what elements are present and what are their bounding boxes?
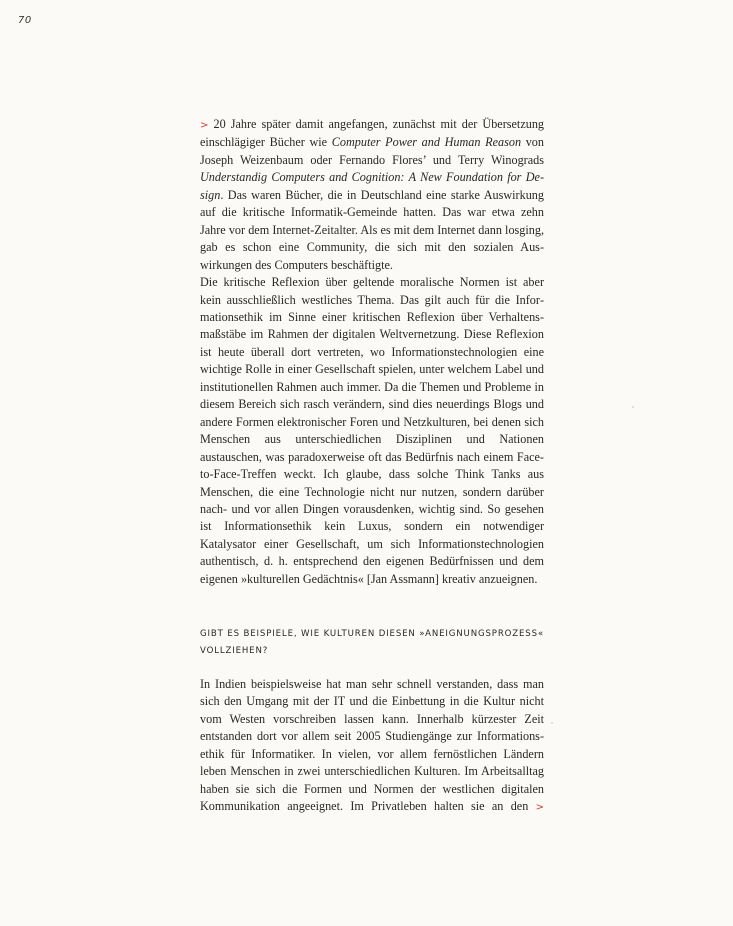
page-number: 70 xyxy=(18,15,32,26)
paragraph-text: 20 Jahre später damit angefangen, zunächst mit der Übersetzung einschlägiger Bücher wie xyxy=(200,117,545,150)
paragraph-critical-reflection: Die kritische Reflexion über geltende moralische Normen ist aber kein ausschließlich westliches Thema. Das gilt auch für die Informationsethik im Sinne einer kritischen Reflexion über Verhaltensmaßstäbe im Rahmen der digitalen Weltvernetzung. Diese Reflexion ist heute überall dort vertreten, wo Informationstechnologien eine wichtige Rolle in einer Gesellschaft spielen, unter welchem Label und institutionellen Rahmen auch immer. Da die Themen und Probleme in diesem Bereich sich rasch verändern, sind dies neuerdings Blogs und andere Formen elektronischer Foren und Netzkulturen, bei denen sich Menschen aus unterschiedlichen Disziplinen und Nationen austauschen, was paradoxerweise oft das Bedürfnis nach einem Face-to-Face-Treffen weckt. Ich glaube, dass solche Think Tanks aus Menschen, die eine Technologie nicht nur nutzen, sondern darüber nach- und vor allen Dingen vorausdenken, wichtig sind. So gesehen ist Informationsethik kein Luxus, sondern ein notwendiger Katalysator einer Gesellschaft, um sich Informationstechnologien authentisch, d. h. entsprechend den eigenen Bedürfnissen und dem eigenen »kulturellen Gedächtnis« [Jan Assmann] kreativ anzueignen. xyxy=(200,275,544,586)
paper-speck xyxy=(632,406,634,408)
paragraph-text: von Joseph Weizenbaum oder Fernando Flores’ und Terry Winograds xyxy=(200,135,544,167)
paragraph-text: . Das waren Bücher, die in Deutschland eine starke Auswirkung auf die kritische Informatik-Gemeinde hatten. Das war etwa zehn Jahre vor dem Internet-Zeitalter. Als es mit dem Internet dann losging, gab es schon eine Community, die sich mit den sozialen Auswirkungen des Computers beschäftigte. xyxy=(200,187,544,272)
book-title: Understandig Computers and Cognition: A New Foundation for Design xyxy=(200,170,544,202)
question-heading: GIBT ES BEISPIELE, WIE KULTUREN DIESEN »ANEIGNUNGSPROZESS« VOLLZIEHEN? xyxy=(200,629,544,656)
continuation-arrow-icon: > xyxy=(535,802,545,814)
text-block-main xyxy=(200,116,544,588)
paragraph-text: In Indien beispielsweise hat man sehr schnell verstanden, dass man sich den Umgang mit der IT und die Einbettung in die Kultur nicht vom Westen vorschreiben lassen kann. Innerhalb kürzester Zeit entstanden dort vor allem seit 2005 Studiengänge zur Informationsethik für Informatiker. In vielen, vor allem fernöstlichen Ländern leben Menschen in zwei unterschiedlichen Kulturen. Im Arbeitsalltag haben sie sich die Formen und Normen der westlichen digitalen Kommunikation angeeignet. Im Privatleben halten sie an den xyxy=(200,677,544,814)
book-title: Computer Power and Human Reason xyxy=(331,135,522,150)
paragraph-india xyxy=(200,676,544,817)
paragraph-continued xyxy=(200,116,544,274)
continuation-arrow-icon: > xyxy=(200,120,209,131)
text-block-answer xyxy=(200,676,544,817)
paper-speck xyxy=(551,722,553,724)
